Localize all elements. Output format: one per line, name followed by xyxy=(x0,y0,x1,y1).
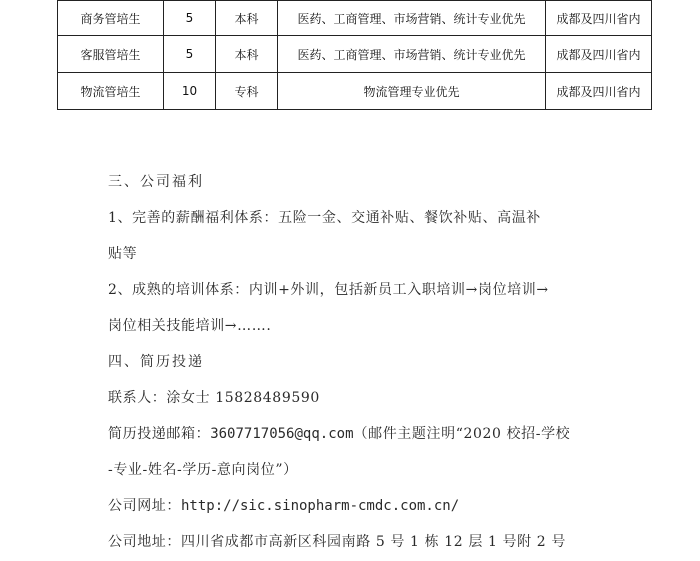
requirement-cell: 医药、工商管理、市场营销、统计专业优先 xyxy=(278,36,546,73)
position-cell: 商务管培生 xyxy=(58,1,164,36)
email-note-cont: -专业-姓名-学历-意向岗位”） xyxy=(108,462,298,478)
address-line: 公司地址：四川省成都市高新区科园南路 5 号 1 栋 12 层 1 号附 2 号 xyxy=(108,534,566,550)
count-cell: 5 xyxy=(164,1,216,36)
email-label: 简历投递邮箱： xyxy=(108,426,211,442)
benefit-item-1-cont: 贴等 xyxy=(108,246,138,262)
position-cell: 物流管培生 xyxy=(58,73,164,110)
count-cell: 5 xyxy=(164,36,216,73)
benefit-item-2: 2、成熟的培训体系：内训+外训，包括新员工入职培训→岗位培训→ xyxy=(108,282,549,298)
email-address: 3607717056@qq.com xyxy=(210,426,354,442)
location-cell: 成都及四川省内 xyxy=(546,73,652,110)
website-label: 公司网址： xyxy=(108,498,181,514)
education-cell: 专科 xyxy=(216,73,278,110)
job-table xyxy=(57,0,652,110)
education-cell: 本科 xyxy=(216,1,278,36)
count-cell: 10 xyxy=(164,73,216,110)
location-cell: 成都及四川省内 xyxy=(546,1,652,36)
benefits-heading: 三、公司福利 xyxy=(108,174,204,190)
email-note: （邮件主题注明“2020 校招-学校 xyxy=(353,426,571,442)
position-cell: 客服管培生 xyxy=(58,36,164,73)
contact-label: 联系人：涂女士 xyxy=(108,390,211,406)
benefit-item-1: 1、完善的薪酬福利体系：五险一金、交通补贴、餐饮补贴、高温补 xyxy=(108,210,541,226)
contact-line xyxy=(108,388,320,408)
resume-heading: 四、简历投递 xyxy=(108,354,204,370)
requirement-cell: 物流管理专业优先 xyxy=(278,73,546,110)
table-row xyxy=(58,73,652,110)
location-cell: 成都及四川省内 xyxy=(546,36,652,73)
requirement-cell: 医药、工商管理、市场营销、统计专业优先 xyxy=(278,1,546,36)
website-line xyxy=(108,496,459,516)
table-row xyxy=(58,36,652,73)
table-row xyxy=(58,1,652,36)
benefit-item-2-cont: 岗位相关技能培训→……. xyxy=(108,318,272,334)
email-line xyxy=(108,424,570,444)
contact-phone: 15828489590 xyxy=(215,390,320,406)
website-url: http://sic.sinopharm-cmdc.com.cn/ xyxy=(181,498,460,514)
education-cell: 本科 xyxy=(216,36,278,73)
